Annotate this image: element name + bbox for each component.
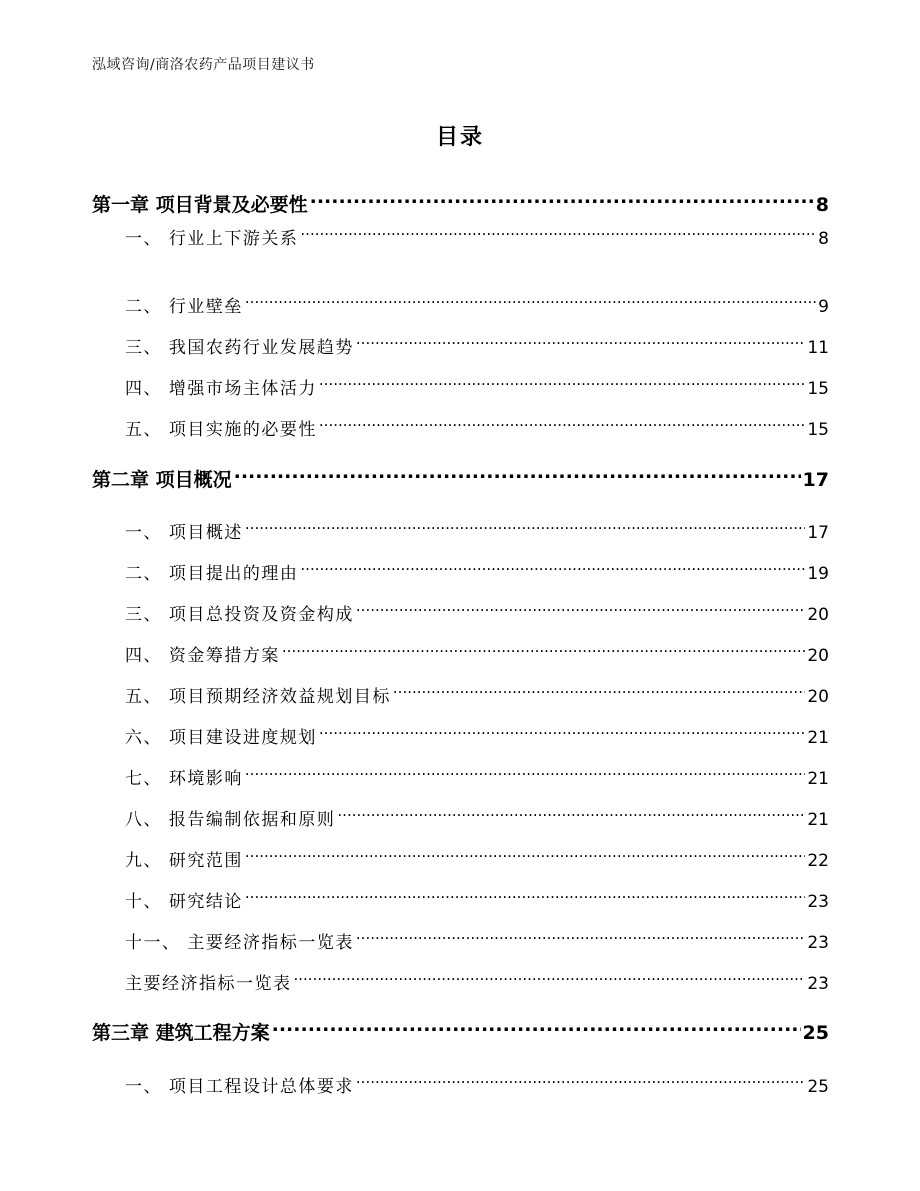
toc-leader-dots [356,592,805,620]
toc-leader-dots [337,797,805,825]
toc-leader-dots [310,183,814,211]
toc-leader-dots [300,551,805,579]
toc-section-2-6[interactable] [125,715,829,748]
toc-leader-dots [282,633,805,661]
toc-entry-label: 九、 研究范围 [125,851,243,871]
toc-page-number: 19 [807,564,829,584]
toc-page-number: 20 [807,646,829,666]
toc-table-entry[interactable] [125,961,829,994]
toc-entry-label: 七、 环境影响 [125,769,243,789]
toc-section-1-2[interactable] [125,284,829,317]
toc-page-number: 22 [807,851,829,871]
toc-page-number: 20 [807,605,829,625]
toc-section-2-2[interactable] [125,551,829,584]
toc-entry-label: 八、 报告编制依据和原则 [125,810,336,830]
toc-section-2-3[interactable] [125,592,829,625]
toc-entry-label: 一、 项目工程设计总体要求 [125,1077,354,1097]
toc-section-2-4[interactable] [125,633,829,666]
toc-leader-dots [300,216,816,244]
toc-leader-dots [393,674,805,702]
toc-leader-dots [234,458,801,486]
toc-leader-dots [245,756,805,784]
toc-page-number: 21 [807,769,829,789]
toc-entry-label: 主要经济指标一览表 [125,974,292,994]
toc-section-2-9[interactable] [125,838,829,871]
toc-page-number: 23 [807,892,829,912]
toc-entry-label: 一、 行业上下游关系 [125,229,299,249]
toc-chapter-3[interactable] [92,1011,829,1044]
toc-leader-dots [319,407,805,435]
toc-leader-dots [356,1064,805,1092]
toc-page-number: 11 [807,338,829,358]
toc-entry-label: 第二章 项目概况 [92,469,232,491]
toc-page-number: 15 [807,420,829,440]
toc-section-1-3[interactable] [125,325,829,358]
toc-page-number: 8 [815,194,829,216]
toc-section-2-11[interactable] [125,920,829,953]
toc-section-2-8[interactable] [125,797,829,830]
toc-page-number: 15 [807,379,829,399]
toc-page-number: 8 [818,229,829,249]
toc-section-2-1[interactable] [125,510,829,543]
toc-page-number: 17 [802,469,829,491]
toc-leader-dots [245,838,805,866]
page-title: 目录 [435,125,484,150]
toc-entry-label: 五、 项目实施的必要性 [125,420,317,440]
toc-entry-label: 五、 项目预期经济效益规划目标 [125,687,391,707]
toc-entry-label: 第一章 项目背景及必要性 [92,194,308,216]
toc-entry-label: 四、 增强市场主体活力 [125,379,317,399]
toc-entry-label: 二、 项目提出的理由 [125,564,299,584]
toc-leader-dots [272,1011,801,1039]
toc-section-3-1[interactable] [125,1064,829,1097]
toc-page-number: 9 [818,297,829,317]
toc-page-number: 23 [807,933,829,953]
toc-page-number: 23 [807,974,829,994]
toc-page-number: 25 [802,1022,829,1044]
toc-leader-dots [319,366,805,394]
toc-section-1-4[interactable] [125,366,829,399]
toc-leader-dots [245,284,816,312]
toc-page-number: 21 [807,728,829,748]
toc-section-2-5[interactable] [125,674,829,707]
toc-entry-label: 二、 行业壁垒 [125,297,243,317]
toc-leader-dots [245,510,805,538]
toc-section-1-5[interactable] [125,407,829,440]
toc-section-1-1[interactable] [125,216,829,249]
toc-entry-label: 三、 我国农药行业发展趋势 [125,338,354,358]
toc-section-2-7[interactable] [125,756,829,789]
toc-leader-dots [245,879,805,907]
toc-entry-label: 一、 项目概述 [125,523,243,543]
toc-leader-dots [356,920,805,948]
toc-page-number: 17 [807,523,829,543]
toc-chapter-1[interactable] [92,183,829,216]
toc-leader-dots [319,715,805,743]
toc-page-number: 20 [807,687,829,707]
toc-page-number: 25 [807,1077,829,1097]
running-header: 泓域咨询/商洛农药产品项目建议书 [92,57,315,73]
toc-entry-label: 十一、 主要经济指标一览表 [125,933,354,953]
toc-entry-label: 四、 资金筹措方案 [125,646,280,666]
toc-leader-dots [356,325,805,353]
toc-section-2-10[interactable] [125,879,829,912]
toc-entry-label: 六、 项目建设进度规划 [125,728,317,748]
toc-entry-label: 三、 项目总投资及资金构成 [125,605,354,625]
toc-page-number: 21 [807,810,829,830]
toc-entry-label: 第三章 建筑工程方案 [92,1022,270,1044]
toc-entry-label: 十、 研究结论 [125,892,243,912]
toc-leader-dots [294,961,806,989]
toc-chapter-2[interactable] [92,458,829,491]
